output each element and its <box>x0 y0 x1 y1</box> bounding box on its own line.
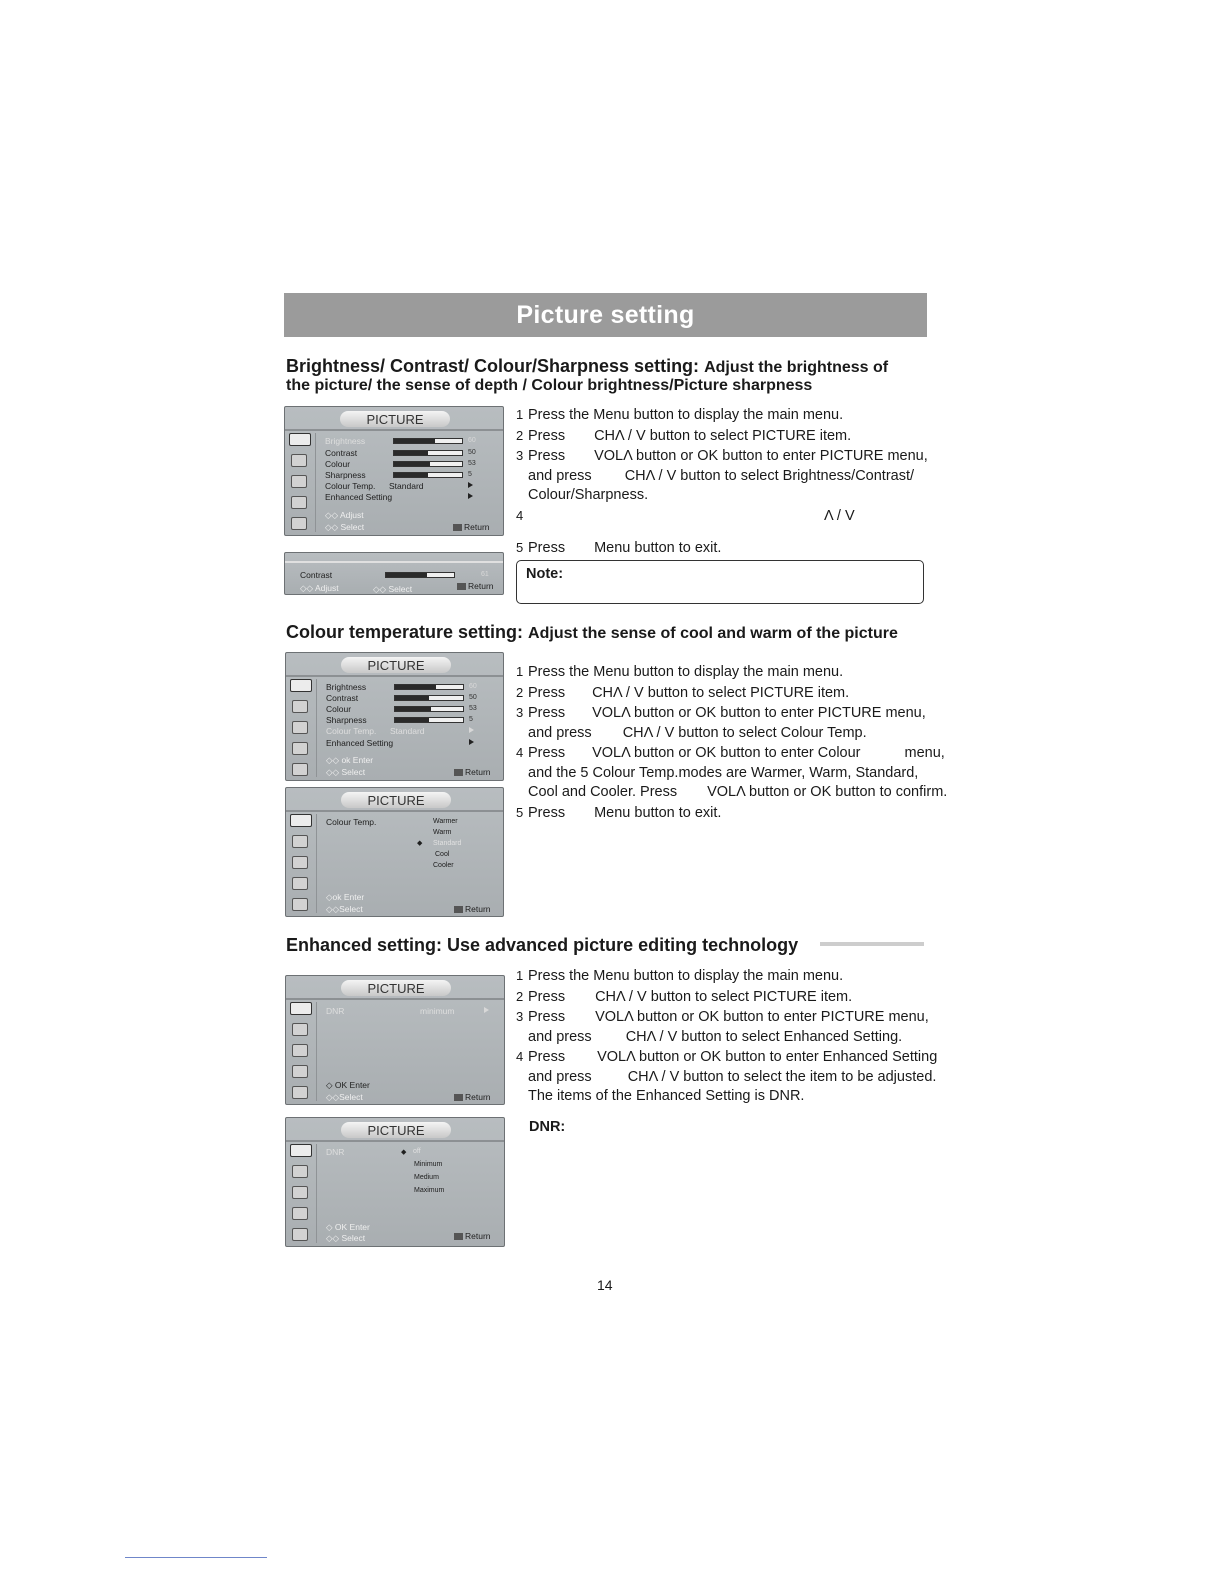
colour-temp-menu-screen <box>285 652 504 781</box>
mini-contrast-label: Contrast <box>300 570 333 580</box>
return-icon <box>454 769 463 776</box>
step-3-cont: and press CHΛ / V button to select Colour Temp. <box>528 724 867 741</box>
note-box <box>516 560 924 604</box>
return-hint: Return <box>454 1092 491 1102</box>
return-icon <box>457 583 466 590</box>
arrow-right-icon <box>468 482 473 488</box>
screen-title: PICTURE <box>341 792 451 808</box>
step-3: 3 Press VOLΛ button or OK button to enter PICTURE menu, <box>516 1009 929 1025</box>
step-1: 1 Press the Menu button to display the main menu. <box>516 407 844 423</box>
mini-contrast-bar <box>385 572 455 578</box>
section1-heading: Brightness/ Contrast/ Colour/Sharpness setting: Adjust the brightness of <box>286 356 889 376</box>
step-4-cont2: Cool and Cooler. Press VOLΛ button or OK button to confirm. <box>528 784 948 800</box>
footer-rule <box>125 1557 267 1558</box>
colour-bar <box>393 461 463 467</box>
step-3: 3 Press VOLΛ button or OK button to enter PICTURE menu, <box>516 705 926 721</box>
colour-temp-options-screen <box>285 787 504 917</box>
dnr-item: DNR <box>326 1006 345 1016</box>
step-1: 1 Press the Menu button to display the main menu. <box>516 968 844 984</box>
enter-hint: ◇ OK Enter <box>326 1222 370 1232</box>
time-tab-icon <box>292 763 308 776</box>
option-medium: Medium <box>414 1174 439 1181</box>
step-2: 2 Press CHΛ / V button to select PICTURE item. <box>516 988 853 1005</box>
return-hint: Return <box>454 1231 491 1241</box>
mini-return-hint: Return <box>457 581 494 591</box>
option-warmer: Warmer <box>433 818 458 825</box>
brightness-bar <box>393 438 463 444</box>
screen-sidebar <box>290 1002 314 1107</box>
time-tab-icon <box>292 898 308 911</box>
select-hint: ◇◇Select <box>326 904 363 914</box>
step-3-cont: and press CHΛ / V button to select Brightness/Contrast/ <box>528 467 915 484</box>
picture-tab-icon <box>289 433 311 446</box>
step-5: 5 Press Menu button to exit. <box>516 804 722 821</box>
brightness-item: Brightness <box>326 682 367 692</box>
brightness-item: Brightness <box>325 436 366 446</box>
enter-hint: ◇ok Enter <box>326 892 365 902</box>
return-icon <box>454 1094 463 1101</box>
select-hint: ◇◇ Select <box>326 767 366 777</box>
sharpness-item: Sharpness <box>325 470 366 480</box>
time-tab-icon <box>291 517 307 530</box>
brightness-value: 60 <box>469 683 477 690</box>
step-4-cont: and the 5 Colour Temp.modes are Warmer, Warm, Standard, <box>528 764 919 781</box>
screen-divider <box>285 429 503 431</box>
return-icon <box>454 906 463 913</box>
contrast-bar <box>394 695 464 701</box>
function-tab-icon <box>292 1207 308 1220</box>
screen-title: PICTURE <box>340 411 450 427</box>
sharpness-bar <box>393 472 463 478</box>
step-4: 4 Press VOLΛ button or OK button to enter Enhanced Setting <box>516 1049 938 1065</box>
selection-pointer-icon: ◆ <box>417 840 423 847</box>
step-4: 4 Press VOLΛ button or OK button to enter Colour menu, <box>516 745 945 761</box>
step-4-cont2: The items of the Enhanced Setting is DNR. <box>528 1088 805 1104</box>
enter-hint: ◇◇ ok Enter <box>326 755 374 765</box>
page-banner <box>284 293 927 337</box>
step-1: 1 Press the Menu button to display the main menu. <box>516 664 844 680</box>
screen-title: PICTURE <box>341 657 451 673</box>
dnr-options-screen <box>285 1117 505 1247</box>
dnr-value: minimum <box>420 1006 455 1016</box>
colour-bar <box>394 706 464 712</box>
return-hint: Return <box>454 904 491 914</box>
contrast-adjust-screen <box>284 552 504 595</box>
select-hint: ◇◇ Select <box>325 522 365 532</box>
picture-tab-icon <box>290 679 312 692</box>
enhanced-item: Enhanced Setting <box>325 492 393 502</box>
adjust-hint: ◇◇ Adjust <box>325 510 364 520</box>
brightness-value: 60 <box>468 437 476 444</box>
screen-sidebar <box>289 433 313 538</box>
page-number: 14 <box>597 1277 613 1293</box>
mini-adjust-hint: ◇◇ Adjust <box>300 583 339 593</box>
return-icon <box>454 1233 463 1240</box>
select-hint: ◇◇Select <box>326 1092 363 1102</box>
channel-tab-icon <box>291 475 307 488</box>
return-hint: Return <box>453 522 490 532</box>
screen-title: PICTURE <box>341 980 451 996</box>
contrast-value: 50 <box>469 694 477 701</box>
picture-tab-icon <box>290 1002 312 1015</box>
time-tab-icon <box>292 1086 308 1099</box>
sound-tab-icon <box>292 700 308 713</box>
colour-temp-value: Standard <box>389 481 424 491</box>
picture-tab-icon <box>290 814 312 827</box>
option-off: off <box>413 1148 421 1155</box>
note-label: Note: <box>526 566 564 582</box>
picture-menu-screen <box>284 406 504 536</box>
arrow-right-icon <box>468 493 473 499</box>
picture-tab-icon <box>290 1144 312 1157</box>
select-hint: ◇◇ Select <box>326 1233 366 1243</box>
mini-select-hint: ◇◇ Select <box>373 584 413 594</box>
colour-temp-item: Colour Temp. <box>325 481 376 491</box>
screen-sidebar <box>290 679 314 784</box>
sharpness-value: 5 <box>468 471 472 478</box>
step-4: 4 Λ / V <box>516 507 855 524</box>
function-tab-icon <box>292 742 308 755</box>
screen-sidebar <box>290 1144 314 1249</box>
contrast-item: Contrast <box>325 448 358 458</box>
sharpness-bar <box>394 717 464 723</box>
banner-title: Picture setting <box>516 300 695 329</box>
step-2: 2 Press CHΛ / V button to select PICTURE item. <box>516 427 852 444</box>
sound-tab-icon <box>292 1165 308 1178</box>
step-5: 5 Press Menu button to exit. <box>516 540 722 556</box>
option-cooler: Cooler <box>433 862 454 869</box>
time-tab-icon <box>292 1228 308 1241</box>
channel-tab-icon <box>292 1044 308 1057</box>
option-warm: Warm <box>433 829 452 836</box>
arrow-right-icon <box>469 739 474 745</box>
contrast-item: Contrast <box>326 693 359 703</box>
sharpness-item: Sharpness <box>326 715 367 725</box>
section2-steps <box>516 662 947 823</box>
step-3-cont2: Colour/Sharpness. <box>528 487 649 503</box>
selection-pointer-icon: ◆ <box>401 1149 407 1156</box>
option-cool: Cool <box>435 851 450 858</box>
colour-value: 53 <box>469 705 477 712</box>
enhanced-item: Enhanced Setting <box>326 738 394 748</box>
contrast-value: 50 <box>468 449 476 456</box>
option-maximum: Maximum <box>414 1187 445 1194</box>
arrow-right-icon <box>484 1007 489 1013</box>
function-tab-icon <box>291 496 307 509</box>
colour-item: Colour <box>326 704 352 714</box>
enhanced-menu-screen <box>285 975 505 1105</box>
dnr-label: DNR: <box>529 1119 566 1135</box>
function-tab-icon <box>292 1065 308 1078</box>
colour-temp-item: Colour Temp. <box>326 726 377 736</box>
colour-item: Colour <box>325 459 351 469</box>
option-standard: Standard <box>433 840 462 847</box>
colour-temp-value: Standard <box>390 726 425 736</box>
dnr-item: DNR <box>326 1147 345 1157</box>
channel-tab-icon <box>292 856 308 869</box>
step-2: 2 Press CHΛ / V button to select PICTURE item. <box>516 684 850 701</box>
mini-contrast-value: 61 <box>481 571 489 578</box>
sound-tab-icon <box>291 454 307 467</box>
brightness-bar <box>394 684 464 690</box>
heading-rule <box>820 942 924 946</box>
section3-heading: Enhanced setting: Use advanced picture editing technology <box>286 935 799 955</box>
sharpness-value: 5 <box>469 716 473 723</box>
contrast-bar <box>393 450 463 456</box>
return-hint: Return <box>454 767 491 777</box>
option-minimum: Minimum <box>414 1161 443 1168</box>
section2-heading: Colour temperature setting: Adjust the sense of cool and warm of the picture <box>286 622 898 642</box>
section1-subheading: the picture/ the sense of depth / Colour brightness/Picture sharpness <box>286 377 813 394</box>
step-4-cont: and press CHΛ / V button to select the item to be adjusted. <box>528 1068 937 1085</box>
return-icon <box>453 524 462 531</box>
step-3: 3 Press VOLΛ button or OK button to enter PICTURE menu, <box>516 448 928 464</box>
colour-value: 53 <box>468 460 476 467</box>
sound-tab-icon <box>292 835 308 848</box>
sound-tab-icon <box>292 1023 308 1036</box>
section3-steps <box>516 966 937 1107</box>
channel-tab-icon <box>292 1186 308 1199</box>
screen-sidebar <box>290 814 314 919</box>
section1-steps <box>516 405 928 526</box>
screen-title: PICTURE <box>341 1122 451 1138</box>
function-tab-icon <box>292 877 308 890</box>
arrow-right-icon <box>469 727 474 733</box>
step-3-cont: and press CHΛ / V button to select Enhanced Setting. <box>528 1028 903 1045</box>
colour-temp-label: Colour Temp. <box>326 817 377 827</box>
enter-hint: ◇ OK Enter <box>326 1080 370 1090</box>
channel-tab-icon <box>292 721 308 734</box>
